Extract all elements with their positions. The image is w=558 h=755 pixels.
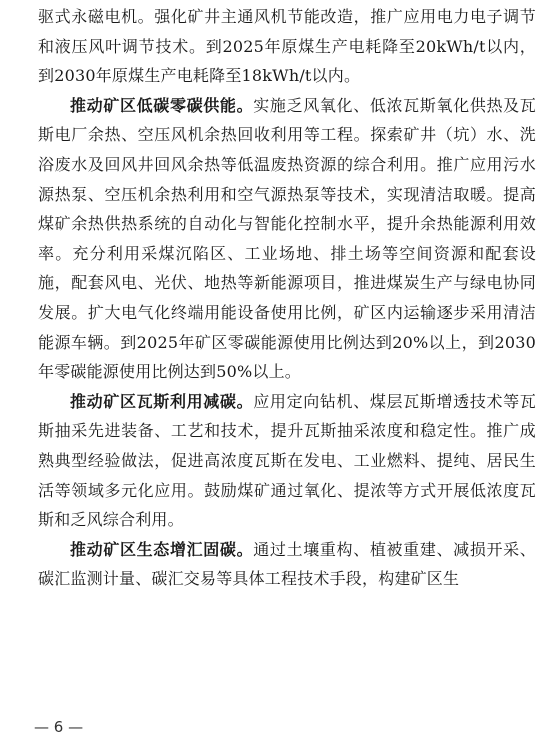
paragraph-1-text: 驱式永磁电机。强化矿井主通风机节能改造，推广应用电力电子调节和液压风叶调节技术。到2025年原煤生产电耗降至20kWh/t以内，到2030年原煤生产电耗降至18kWh/t以内。 — [38, 7, 536, 86]
paragraph-2-heading: 推动矿区低碳零碳供能。 — [70, 95, 254, 115]
paragraph-2-text: 实施乏风氧化、低浓瓦斯氧化供热及瓦斯电厂余热、空压风机余热回收利用等工程。探索矿井（坑）水、洗浴废水及回风井回风余热等低温废热资源的综合利用。推广应用污水源热泵、空压机余热利用和空气源热泵等技术，实现清洁取暖。提高煤矿余热供热系统的自动化与智能化控制水平，提升余热能源利用效率。充分利用采煤沉陷区、工业场地、排土场等空间资源和配套设施，配套风电、光伏、地热等新能源项目，推进煤炭生产与绿电协同发展。扩大电气化终端用能设备使用比例，矿区内运输逐步采用清洁能源车辆。到2025年矿区零碳能源使用比例达到20%以上，到2030年零碳能源使用比例达到50%以上。 — [38, 95, 536, 382]
paragraph-4-heading: 推动矿区生态增汇固碳。 — [70, 539, 254, 559]
paragraph-3-text: 应用定向钻机、煤层瓦斯增透技术等瓦斯抽采先进装备、工艺和技术，提升瓦斯抽采浓度和稳定性。推广成熟典型经验做法，促进高浓度瓦斯在发电、工业燃料、提纯、居民生活等领域多元化应用。鼓励煤矿通过氧化、提浓等方式开展低浓度瓦斯和乏风综合利用。 — [38, 391, 536, 530]
paragraph-4 — [38, 535, 536, 594]
paragraph-4-text: 通过土壤重构、植被重建、减损开采、碳汇监测计量、碳汇交易等具体工程技术手段，构建矿区生 — [38, 539, 536, 589]
paragraph-3 — [38, 387, 536, 535]
paragraph-3-heading: 推动矿区瓦斯利用减碳。 — [70, 391, 254, 411]
paragraph-2 — [38, 91, 536, 387]
page-number: — 6 — — [34, 718, 84, 736]
paragraph-1 — [38, 2, 536, 91]
